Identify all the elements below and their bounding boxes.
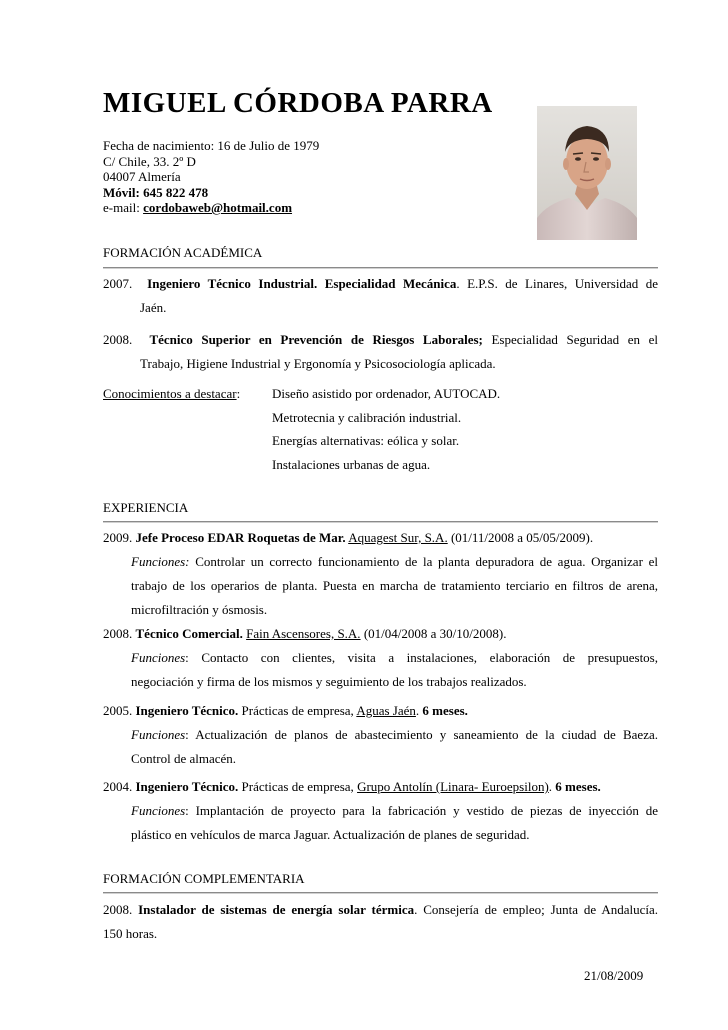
- document-date: 21/08/2009: [584, 968, 644, 983]
- experience-type: Prácticas de empresa,: [238, 779, 358, 794]
- education-year: 2008.: [103, 332, 133, 347]
- education-detail: Especialidad Seguridad en el: [482, 332, 659, 347]
- complementary-entry: [103, 898, 658, 946]
- education-entry-2-line-2: Trabajo, Higiene Industrial y Ergonomía y Psicosociología aplicada.: [140, 356, 496, 371]
- complementary-entry-line-1: [103, 898, 658, 922]
- complementary-entry-line-2: 150 horas.: [103, 926, 158, 941]
- complementary-year: 2008.: [103, 902, 139, 917]
- section-title-education: FORMACIÓN ACADÉMICA: [103, 245, 263, 260]
- email-label: e-mail:: [103, 200, 144, 215]
- experience-entry-2-functions-line-2: negociación y firma de los mismos y seguimiento de los trabajos realizados.: [131, 674, 527, 689]
- experience-company: Grupo Antolín (Linara- Euroepsilon): [357, 779, 549, 794]
- experience-entry-3-functions-line-2: Control de almacén.: [131, 751, 237, 766]
- section-title-complementary: FORMACIÓN COMPLEMENTARIA: [103, 871, 305, 886]
- experience-title: Ingeniero Técnico.: [135, 703, 239, 718]
- portrait-illustration: [537, 106, 637, 240]
- knowledge-item: Diseño asistido por ordenador, AUTOCAD.: [272, 386, 501, 401]
- functions-label: Funciones: [131, 650, 186, 665]
- experience-entry-4-functions-line-2: plástico en vehículos de marca Jaguar. Actualización de planes de seguridad.: [131, 827, 530, 842]
- experience-title: Jefe Proceso EDAR Roquetas de Mar.: [135, 530, 346, 545]
- functions-label: Funciones:: [131, 554, 190, 569]
- experience-entry-4: [103, 775, 658, 847]
- knowledge-item: Instalaciones urbanas de agua.: [272, 456, 431, 472]
- experience-company: Aquagest Sur, S.A.: [348, 530, 448, 545]
- experience-title: Ingeniero Técnico.: [135, 779, 239, 794]
- functions-text: : Actualización de planos de abastecimiento y saneamiento de la ciudad de Baeza.: [185, 727, 658, 742]
- education-entry-1: [103, 272, 658, 320]
- candidate-name: MIGUEL CÓRDOBA PARRA: [103, 87, 493, 119]
- experience-entry-2: [103, 622, 658, 694]
- divider-education: [103, 267, 658, 269]
- mobile-phone: Móvil: 645 822 478: [103, 184, 209, 200]
- experience-entry-3-heading: [103, 699, 658, 723]
- knowledge-item: Metrotecnia y calibración industrial.: [272, 409, 462, 425]
- experience-entry-2-functions-line-1: [103, 646, 658, 670]
- experience-company: Aguas Jaén: [356, 703, 416, 718]
- education-detail: . E.P.S. de Linares, Universidad de: [456, 276, 658, 291]
- birth-date: Fecha de nacimiento: 16 de Julio de 1979: [103, 138, 320, 153]
- experience-entry-1-functions-line-2: trabajo de los operarios de planta. Puesta en marcha de tratamiento terciario en filtros de arena,: [131, 578, 658, 593]
- experience-separator: .: [548, 779, 556, 794]
- education-year: 2007.: [103, 276, 133, 291]
- knowledge-label: Conocimientos a destacar: [103, 386, 237, 401]
- experience-entry-1-functions-line-3: microfiltración y ósmosis.: [131, 602, 268, 617]
- education-entry-1-line-1: [103, 272, 658, 296]
- education-entry-1-line-2: Jaén.: [140, 300, 167, 315]
- experience-year: 2005.: [103, 703, 136, 718]
- knowledge-label-row: [103, 382, 240, 406]
- education-entry-2-line-1: [103, 328, 658, 352]
- experience-duration: 6 meses.: [555, 779, 601, 794]
- experience-dates: (01/11/2008 a 05/05/2009).: [447, 530, 594, 545]
- functions-text: : Implantación de proyecto para la fabricación y vestido de piezas de inyección de: [185, 803, 658, 818]
- education-entry-2: [103, 328, 658, 376]
- functions-label: Funciones: [131, 727, 186, 742]
- city-address: 04007 Almería: [103, 169, 181, 184]
- email-row: [103, 200, 319, 216]
- education-title: Técnico Superior en Prevención de Riesgos Laborales;: [149, 332, 483, 347]
- experience-year: 2008.: [103, 626, 136, 641]
- experience-dates: (01/04/2008 a 30/10/2008).: [360, 626, 507, 641]
- experience-separator: .: [415, 703, 423, 718]
- experience-entry-3-functions-line-1: [103, 723, 658, 747]
- experience-entry-1-heading: [103, 526, 658, 550]
- knowledge-item: Energías alternativas: eólica y solar.: [272, 433, 460, 448]
- experience-entry-3: [103, 699, 658, 771]
- experience-title: Técnico Comercial.: [135, 626, 243, 641]
- email-link[interactable]: cordobaweb@hotmail.com: [143, 200, 293, 215]
- knowledge-colon: :: [236, 386, 241, 401]
- knowledge-list: [272, 382, 500, 476]
- experience-entry-4-heading: [103, 775, 658, 799]
- functions-label: Funciones: [131, 803, 186, 818]
- experience-entry-1: [103, 526, 658, 622]
- experience-entry-4-functions-line-1: [103, 799, 658, 823]
- complementary-detail: . Consejería de empleo; Junta de Andalucía.: [414, 902, 658, 917]
- divider-experience: [103, 521, 658, 523]
- street-address: C/ Chile, 33. 2º D: [103, 153, 196, 169]
- contact-info: [103, 138, 319, 216]
- functions-text: Controlar un correcto funcionamiento de la planta depuradora de agua. Organizar el: [189, 554, 658, 569]
- experience-entry-2-heading: [103, 622, 658, 646]
- experience-company: Fain Ascensores, S.A.: [246, 626, 361, 641]
- functions-text: : Contacto con clientes, visita a instalaciones, elaboración de presupuestos,: [185, 650, 658, 665]
- profile-photo: [537, 106, 637, 240]
- experience-duration: 6 meses.: [422, 703, 468, 718]
- complementary-title: Instalador de sistemas de energía solar térmica: [138, 902, 415, 917]
- experience-type: Prácticas de empresa,: [238, 703, 357, 718]
- experience-year: 2004.: [103, 779, 136, 794]
- experience-year: 2009.: [103, 530, 136, 545]
- education-title: Ingeniero Técnico Industrial. Especialidad Mecánica: [147, 276, 457, 291]
- section-title-experience: EXPERIENCIA: [103, 500, 189, 515]
- experience-entry-1-functions-line-1: [103, 550, 658, 574]
- divider-complementary: [103, 892, 658, 894]
